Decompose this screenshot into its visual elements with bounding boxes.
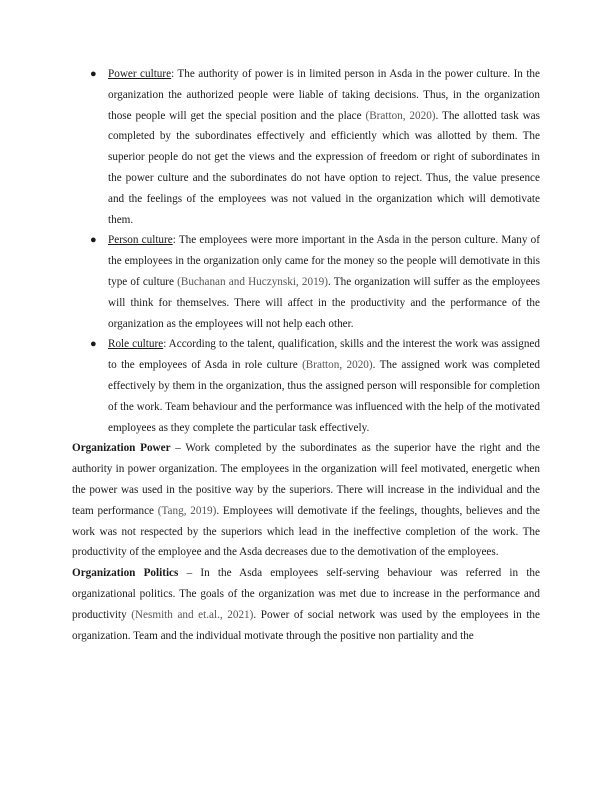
bullet-text: . The assigned work was completed effectively by them in the organization, thus the assigned person will responsible for completion of the work. Team behaviour and the performance was influenced with the help of the motivated employees as they complete the particular task effectively. [108,359,540,434]
paragraph-heading: Organization Power [72,442,171,455]
bullet-text: . The allotted task was completed by the subordinates effectively and efficiently which was allotted by them. The superior people do not get the views and the expression of freedom or right of subordinates in the power culture and the subordinates do not have option to reject. Thus, the value presence and the feelings of the employees was not valued in the organization which will demotivate them. [108,109,540,226]
culture-bullet-list [72,64,540,438]
citation: (Bratton, 2020) [365,109,436,122]
bullet-role-culture [72,334,540,438]
paragraph-heading: Organization Politics [72,567,179,580]
bullet-term: Power culture [108,68,172,80]
bullet-dot-icon: ● [90,234,97,247]
document-page [72,64,540,646]
citation: (Tang, 2019) [157,504,217,517]
citation: (Buchanan and Huczynski, 2019) [177,275,328,288]
paragraph-organization-power [72,438,540,563]
bullet-text: : According to the talent, qualification, skills and the interest the work was assigned to the employees of Asda in role culture [108,338,540,372]
citation: (Nesmith and et.al., 2021) [131,608,254,621]
bullet-person-culture [72,230,540,334]
bullet-text: : The employees were more important in the Asda in the person culture. Many of the employees in the organization only came for the money so the people will demotivate in this type of culture [108,234,540,288]
paragraph-text: – In the Asda employees self-serving behaviour was referred in the organizational politics. The goals of the organization was met due to increase in the performance and productivity [72,567,540,621]
paragraph-organization-politics [72,563,540,646]
bullet-term: Person culture [108,234,173,247]
citation: (Bratton, 2020) [302,359,373,372]
paragraph-text: . Employees will demotivate if the feelings, thoughts, believes and the work was not respected by the superiors which lead in the ineffective completion of the work. The productivity of the employee and the Asda decreases due to the demotivation of the employees. [72,504,541,559]
bullet-dot-icon: ● [90,68,97,80]
bullet-text: . The organization will suffer as the employees will think for themselves. There will affect in the productivity and the performance of the organization as the employees will not help each other. [108,275,540,330]
bullet-dot-icon: ● [90,338,97,351]
bullet-text: : The authority of power is in limited person in Asda in the power culture. In the organization the authorized people were liable of taking decisions. Thus, in the organization those people will get the special position and the place [108,68,540,122]
paragraph-text: – Work completed by the subordinates as the superior have the right and the authority in power organization. The employees in the organization will feel motivated, energetic when the power was used in the positive way by the superiors. There will increase in the individual and the team performance [72,442,540,517]
paragraph-text: . Power of social network was used by the employees in the organization. Team and the individual motivate through the positive non partiality and the [72,608,540,642]
bullet-term: Role culture [108,338,164,351]
bullet-power-culture [72,64,540,230]
